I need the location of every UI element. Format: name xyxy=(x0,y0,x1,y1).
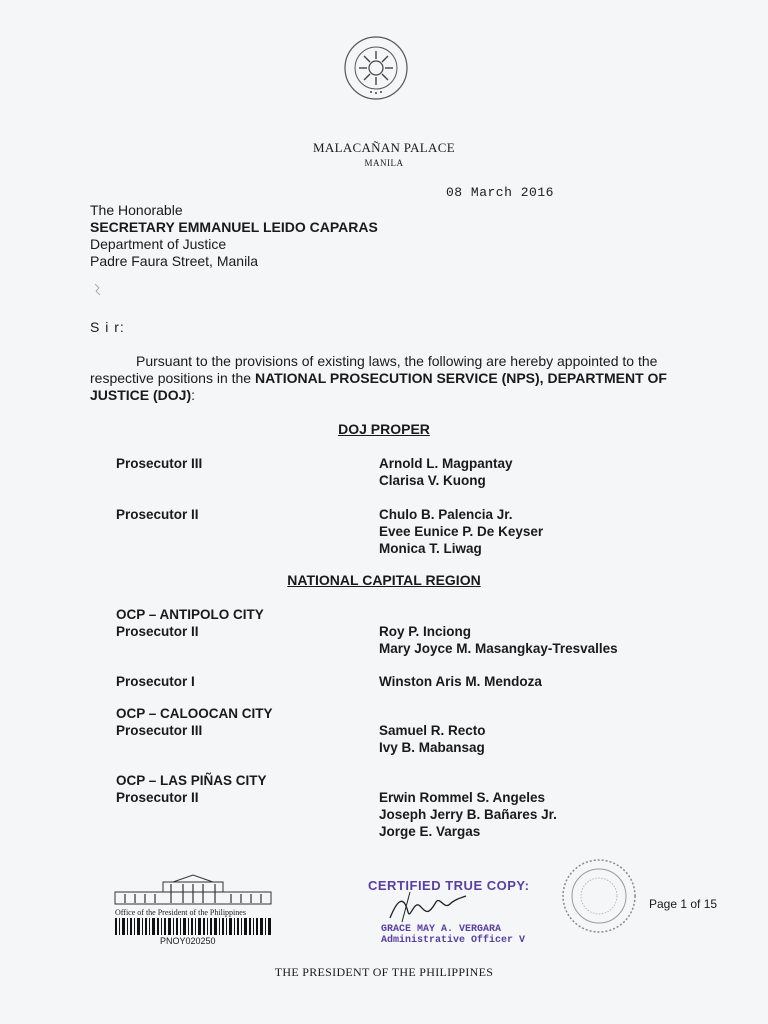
appointee-name: Monica T. Liwag xyxy=(379,541,482,556)
salutation: S i r: xyxy=(90,319,125,335)
ink-mark-icon xyxy=(92,282,106,296)
appointee-name: Joseph Jerry B. Bañares Jr. xyxy=(379,807,557,822)
addressee-street: Padre Faura Street, Manila xyxy=(90,253,259,269)
intro-bold-text: NATIONAL PROSECUTION SERVICE (NPS), DEPARTMENT OF JUSTICE (DOJ) xyxy=(90,370,667,403)
appointee-name: Jorge E. Vargas xyxy=(379,824,481,839)
barcode-icon xyxy=(115,918,271,935)
appointee-name: Arnold L. Magpantay xyxy=(379,456,513,471)
appointee-name: Roy P. Inciong xyxy=(379,624,472,639)
section-title-ncr: NATIONAL CAPITAL REGION xyxy=(287,572,481,588)
stamp-officer-name: GRACE MAY A. VERGARA xyxy=(381,924,502,935)
stamp-officer-role: Administrative Officer V xyxy=(381,935,526,946)
intro-text-end: : xyxy=(191,387,196,403)
page-number: Page 1 of 15 xyxy=(649,897,718,911)
appointee-name: Samuel R. Recto xyxy=(379,723,486,738)
appointee-list xyxy=(379,455,513,489)
office-label: OCP – ANTIPOLO CITY xyxy=(116,607,264,622)
appointee-list xyxy=(379,722,486,756)
appointee-name: Mary Joyce M. Masangkay-Tresvalles xyxy=(379,641,618,656)
appointee-list xyxy=(379,623,618,657)
position-label: Prosecutor II xyxy=(116,507,199,522)
appointee-list xyxy=(379,506,543,557)
appointee-name: Chulo B. Palencia Jr. xyxy=(379,507,513,522)
presidential-seal-icon xyxy=(343,35,409,101)
certified-stamp-title: CERTIFIED TRUE COPY: xyxy=(368,878,530,893)
appointee-name: Erwin Rommel S. Angeles xyxy=(379,790,546,805)
office-label: OCP – LAS PIÑAS CITY xyxy=(116,773,267,788)
barcode-id: PNOY020250 xyxy=(160,936,216,946)
appointee-name: Ivy B. Mabansag xyxy=(379,740,485,755)
position-label: Prosecutor II xyxy=(116,790,199,805)
intro-text: Pursuant to the provisions of existing laws, the following are hereby appointed to the respective positions in the xyxy=(90,353,658,386)
position-label: Prosecutor III xyxy=(116,723,203,738)
appointee-name: Winston Aris M. Mendoza xyxy=(379,674,542,689)
position-label: Prosecutor II xyxy=(116,624,199,639)
appointee-name: Clarisa V. Kuong xyxy=(379,473,486,488)
office-label: OCP – CALOOCAN CITY xyxy=(116,706,273,721)
appointee-list xyxy=(379,673,542,690)
letter-date: 08 March 2016 xyxy=(446,185,554,200)
palace-city: MANILA xyxy=(364,158,404,168)
certified-stamp-officer xyxy=(381,924,525,946)
position-label: Prosecutor III xyxy=(116,456,203,471)
addressee-department: Department of Justice xyxy=(90,236,227,252)
dry-seal-icon xyxy=(561,858,637,934)
signature-icon xyxy=(380,888,470,928)
appointee-name: Evee Eunice P. De Keyser xyxy=(379,524,544,539)
position-label: Prosecutor I xyxy=(116,674,195,689)
appointee-list xyxy=(379,789,557,840)
addressee-honorific: The Honorable xyxy=(90,202,183,218)
addressee-name: SECRETARY EMMANUEL LEIDO CAPARAS xyxy=(90,219,378,235)
office-of-president-line: Office of the President of the Philippines xyxy=(115,908,246,917)
palace-name: MALACAÑAN PALACE xyxy=(313,140,455,155)
footer-title: THE PRESIDENT OF THE PHILIPPINES xyxy=(274,965,494,979)
intro-paragraph xyxy=(90,353,722,404)
malacanang-building-icon xyxy=(113,874,273,906)
section-title-doj-proper: DOJ PROPER xyxy=(338,421,430,437)
